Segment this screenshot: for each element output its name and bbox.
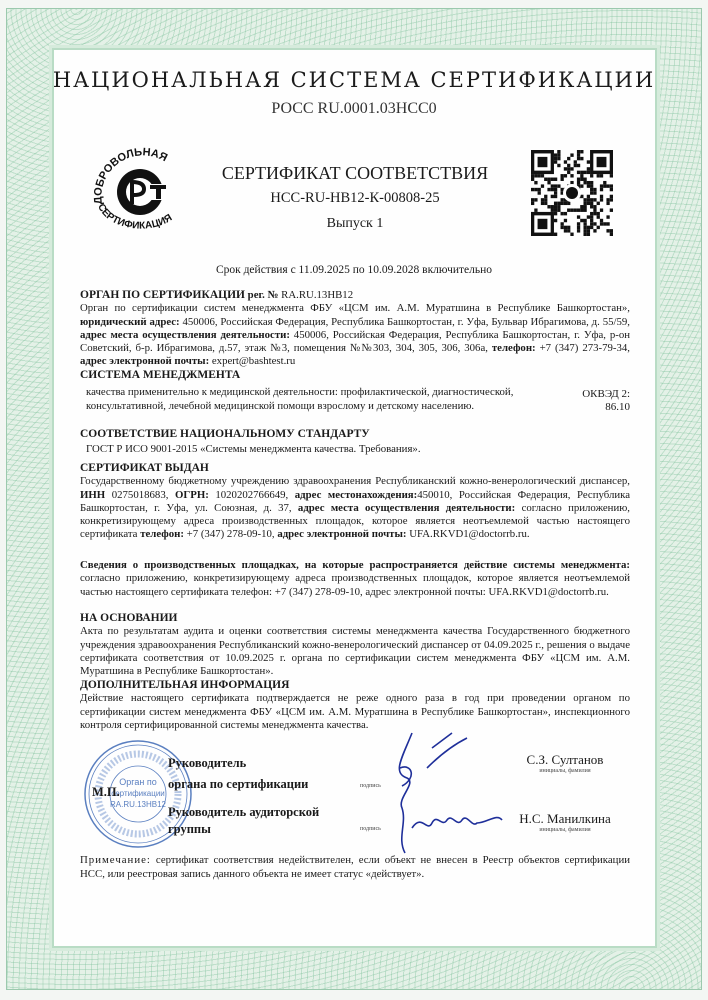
footnote (80, 853, 630, 881)
auditor-signatory (510, 811, 620, 833)
additional-text: Действие настоящего сертификата подтверждается не реже одного раза в год при проведении органом по сертификации систем менеджмента ФБУ «ЦСМ им. А.М. Муратшина в Республике Башкортостан», инспекционного контроля сертифицированной системы менеджмента качества. (80, 692, 630, 731)
location: 450010, Российская Федерация, Республика Башкортостан, г. Уфа, ул. Союзная, д. 37, (80, 488, 630, 514)
head-of-body-label (168, 755, 308, 793)
head-line-1: Руководитель (168, 756, 247, 770)
issued-org: Государственному бюджетному учреждению здравоохранения Республиканский кожно-венерологический диспансер, (80, 475, 630, 488)
auditor-name: Н.С. Манилкина (519, 811, 611, 826)
stamp-line-3: RA.RU.13НВ12 (109, 800, 167, 809)
okved-label: ОКВЭД 2: (582, 388, 630, 400)
reg-label: рег. № (244, 289, 279, 301)
section-heading: СООТВЕТСТВИЕ НАЦИОНАЛЬНОМУ СТАНДАРТУ (80, 428, 370, 440)
head-line-2: органа по сертификации (168, 777, 309, 791)
logo-bottom-text: СЕРТИФИКАЦИЯ (95, 202, 175, 232)
head-name: С.З. Султанов (526, 752, 604, 767)
handwritten-signatures (372, 728, 532, 856)
standard-section (80, 428, 630, 457)
sites-label: Сведения о производственных площадках, на которые распространяется действие системы менеджмента: (80, 559, 630, 571)
activity-address-label: адрес места осуществления деятельности: (80, 328, 290, 341)
ogrn-label: ОГРН: (174, 488, 209, 501)
system-title: НАЦИОНАЛЬНАЯ СИСТЕМА СЕРТИФИКАЦИИ (52, 68, 656, 92)
phone: +7 (347) 278-09-10, (183, 528, 278, 541)
logo-top-text: ДОБРОВОЛЬНАЯ (92, 146, 170, 205)
sites-text: согласно приложению, конкретизирующему адреса производственных площадок, которое является неотъемлемой частью настоящего сертификата телефон: +7 (347) 278-09-10, адрес электронной почты: UFA.RKVD1@doctorrb.ru. (80, 572, 630, 598)
stamp-line-2: сертификации (111, 789, 165, 798)
phone: +7 (347) 273-79-34, (535, 342, 630, 355)
section-heading: СЕРТИФИКАТ ВЫДАН (80, 462, 209, 474)
okved-code (570, 388, 630, 414)
inn-label: ИНН (80, 488, 106, 501)
certificate-number: НСС-RU-НВ12-К-00808-25 (270, 190, 440, 206)
audit-lead-label (168, 804, 319, 838)
additional-info-section (80, 679, 630, 732)
auditor-line-1: Руководитель аудиторской (168, 805, 320, 819)
management-scope: качества применительно к медицинской деятельности: профилактической, диагностической, консультативной, лечебной медицинской помощи взрослому и детскому населению. (86, 386, 514, 412)
certification-body-section (80, 289, 630, 369)
auditor-line-2: группы (168, 822, 211, 836)
inn: 0275018683, (105, 488, 175, 501)
section-heading: ДОПОЛНИТЕЛЬНАЯ ИНФОРМАЦИЯ (80, 679, 290, 691)
issued-to-section (80, 462, 630, 542)
email: UFA.RKVD1@doctorrb.ru. (406, 528, 530, 541)
section-heading: СИСТЕМА МЕНЕДЖМЕНТА (80, 369, 241, 381)
activity-label: адрес места осуществления деятельности: (297, 501, 516, 514)
ogrn: 1020202766649, (208, 488, 295, 501)
qr-code[interactable] (531, 150, 613, 236)
basis-text: Акта по результатам аудита и оценки соответствия системы менеджмента качества Государственного бюджетного учреждения здравоохранения Республиканский кожно-венерологический диспансер от 04.09.2025 г., решения о выдаче сертификата соответствия от 10.09.2025 г. органа по сертификации систем менеджмента ФБУ «ЦСМ им. А.М. Муратшина в Республике Башкортостан». (80, 625, 630, 678)
activity: согласно приложению, конкретизирующему адреса производственных площадок, которое является неотъемлемой частью настоящего сертификата (80, 501, 630, 541)
legal-address: 450006, Российская Федерация, Республика Башкортостан, г. Уфа, Бульвар Ибрагимова, д. 55/59, (179, 315, 630, 328)
head-signatory (510, 752, 620, 774)
activity-address: 450006, Российская Федерация, Республика Башкортостан, г. Уфа, р-он Советский, б-р. Ибрагимова, д.57, этаж №3, помещения №№303, 304, 305, 306, 306а, (80, 328, 630, 355)
registry-code: РОСС RU.0001.03НСС0 (271, 100, 437, 117)
phone-label: телефон: (140, 528, 184, 541)
certificate-issue: Выпуск 1 (326, 216, 384, 231)
standard-text: ГОСТ Р ИСО 9001-2015 «Системы менеджмента качества. Требования». (86, 443, 421, 456)
production-sites-section (80, 559, 630, 599)
email-label: адрес электронной почты: (80, 355, 210, 368)
management-system-section (80, 369, 630, 413)
stamp-line-1: Орган по (119, 777, 157, 787)
basis-section (80, 612, 630, 678)
location-label: адрес местонахождения: (294, 488, 418, 501)
body-name: Орган по сертификации систем менеджмента ФБУ «ЦСМ им. А.М. Муратшина в Республике Башкортостан», (80, 302, 630, 315)
note-text: сертификат соответствия недействителен, если объект не внесен в Реестр объектов сертификации НСС, или реестровая запись данного объекта не имеет статус «действует». (80, 854, 630, 880)
email: expert@bashtest.ru (209, 355, 296, 368)
section-heading: ОРГАН ПО СЕРТИФИКАЦИИ (80, 289, 245, 301)
name-caption: инициалы, фамилия (539, 768, 591, 774)
email-label: адрес электронной почты: (277, 528, 407, 541)
phone-label: телефон: (487, 342, 536, 355)
reg-value: RA.RU.13НВ12 (278, 289, 354, 301)
seal-label: М.П. (92, 785, 120, 799)
signature-caption: подпись (360, 826, 381, 832)
name-caption: инициалы, фамилия (539, 827, 591, 833)
certificate-title: СЕРТИФИКАТ СООТВЕТСТВИЯ (221, 163, 489, 183)
signature-caption: подпись (360, 783, 381, 789)
okved-value: 86.10 (605, 401, 630, 413)
validity-period: Срок действия с 11.09.2025 по 10.09.2028 включительно (215, 264, 493, 276)
note-label: Примечание: (80, 854, 151, 866)
legal-address-label: юридический адрес: (80, 315, 180, 328)
section-heading: НА ОСНОВАНИИ (80, 612, 178, 624)
